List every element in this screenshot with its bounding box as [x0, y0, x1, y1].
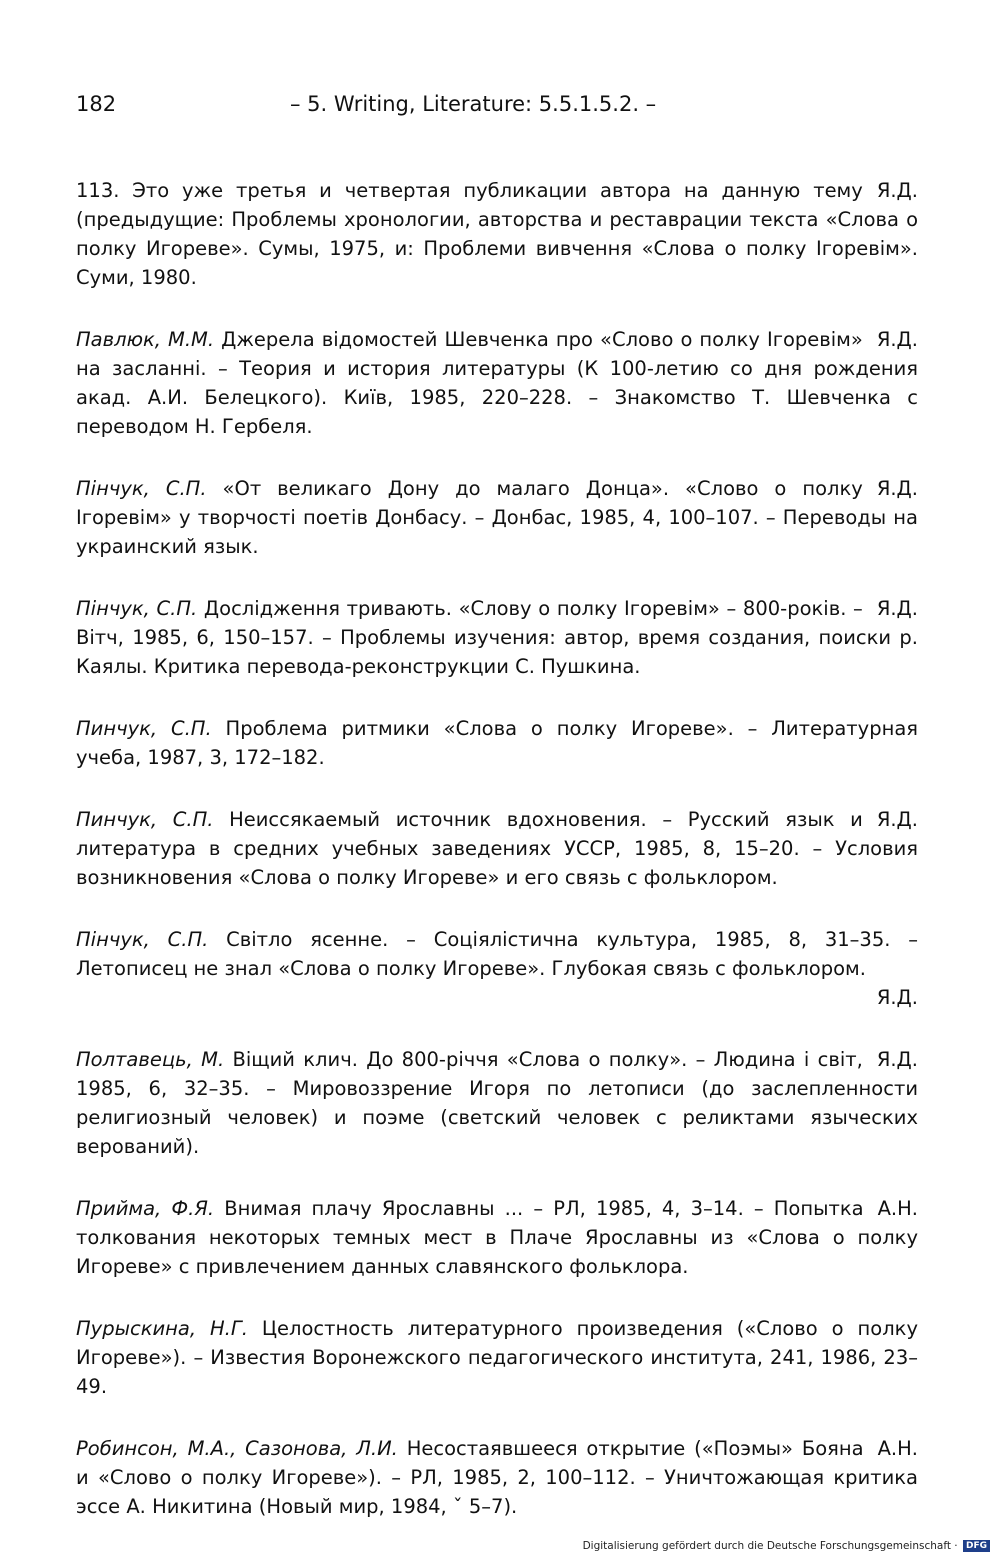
- entry-author: Пинчук, С.П.: [76, 808, 214, 831]
- reviewer-initials: Я.Д.: [876, 477, 918, 500]
- reviewer-initials: Я.Д.: [876, 986, 918, 1009]
- bibliography-entry: [76, 594, 918, 681]
- entry-text: Віщий клич. До 800-річчя «Слова о полку». – Людина і світ, 1985, 6, 32–35. – Мировоззрение Игоря по летописи (до заслепленности религиозный человек) и поэме (светский человек с реликтами языческих верований).: [76, 1048, 918, 1158]
- entry-text: «От великаго Дону до малаго Донца». «Слово о полку Ігоревім» у творчості поетів Донбасу. – Донбас, 1985, 4, 100–107. – Переводы на украинский язык.: [76, 477, 918, 558]
- bibliography-entry: [76, 176, 918, 292]
- reviewer-initials: Я.Д.: [876, 1048, 918, 1071]
- reviewer-initials: Я.Д.: [876, 328, 918, 351]
- entry-author: Павлюк, М.М.: [76, 328, 215, 351]
- reviewer-initials: А.Н.: [877, 1197, 918, 1220]
- reviewer-initials: А.Н.: [877, 1437, 918, 1460]
- entry-author: Пінчук, С.П.: [76, 928, 209, 951]
- dfg-logo-icon: DFG: [963, 1540, 990, 1552]
- entry-text: Світло ясенне. – Соціялістична культура, 1985, 8, 31–35. – Летописец не знал «Слова о полку Игореве». Глубокая связь с фольклором.: [76, 928, 918, 980]
- bibliography-entry: [76, 805, 918, 892]
- bibliography-entry: [76, 474, 918, 561]
- entry-text: Несостаявшееся открытие («Поэмы» Бояна и «Слово о полку Игореве»). – РЛ, 1985, 2, 100–112. – Уничтожающая критика эссе А. Никитина (Новый мир, 1984, ˇ 5–7).: [76, 1437, 918, 1518]
- reviewer-initials: Я.Д.: [876, 179, 918, 202]
- bibliography-entry: [76, 925, 918, 1012]
- bibliography-entry: [76, 1045, 918, 1161]
- bibliography-entry: [76, 1314, 918, 1401]
- entry-text: Джерела відомостей Шевченка про «Слово о полку Ігоревім» на засланні. – Теория и история литературы (К 100-летию со дня рождения акад. А.И. Белецкого). Київ, 1985, 220–228. – Знакомство Т. Шевченка с переводом Н. Гербеля.: [76, 328, 918, 438]
- bibliography-list: [76, 176, 918, 1554]
- digitization-credit: [583, 1540, 990, 1552]
- bibliography-entry: [76, 325, 918, 441]
- reviewer-initials: Я.Д.: [876, 808, 918, 831]
- entry-text: Внимая плачу Ярославны ... – РЛ, 1985, 4, 3–14. – Попытка толкования некоторых темных мест в Плаче Ярославны из «Слова о полку Игореве» с привлечением данных славянского фольклора.: [76, 1197, 918, 1278]
- bibliography-entry: [76, 714, 918, 772]
- bibliography-entry: [76, 1434, 918, 1521]
- entry-author: Пурыскина, Н.Г.: [76, 1317, 248, 1340]
- entry-author: Пинчук, С.П.: [76, 717, 212, 740]
- entry-text: Неиссякаемый источник вдохновения. – Русский язык и литература в средних учебных заведениях УССР, 1985, 8, 15–20. – Условия возникновения «Слова о полку Игореве» и его связь с фольклором.: [76, 808, 918, 889]
- page-number: 182: [76, 92, 117, 116]
- entry-author: Полтавець, М.: [76, 1048, 225, 1071]
- running-head: – 5. Writing, Literature: 5.5.1.5.2. –: [290, 92, 657, 116]
- bibliography-entry: [76, 1194, 918, 1281]
- entry-text: Целостность литературного произведения («Слово о полку Игореве»). – Известия Воронежского педагогического института, 241, 1986, 23–49.: [76, 1317, 918, 1398]
- entry-text: Дослідження тривають. «Слову о полку Ігоревім» – 800-років. – Вітч, 1985, 6, 150–157. – Проблемы изучения: автор, время создания, поиски р. Каялы. Критика перевода-реконструкции С. Пушкина.: [76, 597, 918, 678]
- entry-author: Робинсон, М.А., Сазонова, Л.И.: [76, 1437, 398, 1460]
- entry-author: Пінчук, С.П.: [76, 477, 207, 500]
- entry-text: 113. Это уже третья и четвертая публикации автора на данную тему (предыдущие: Проблемы хронологии, авторства и реставрации текста «Слова о полку Игореве». Сумы, 1975, и: Проблеми вивчення «Слова о полку Ігоревім». Суми, 1980.: [76, 179, 918, 289]
- reviewer-initials: Я.Д.: [876, 597, 918, 620]
- entry-author: Прийма, Ф.Я.: [76, 1197, 215, 1220]
- footer-text: Digitalisierung gefördert durch die Deutsche Forschungsgemeinschaft ·: [582, 1540, 958, 1552]
- entry-text: Проблема ритмики «Слова о полку Игореве». – Литературная учеба, 1987, 3, 172–182.: [76, 717, 918, 769]
- entry-author: Пінчук, С.П.: [76, 597, 198, 620]
